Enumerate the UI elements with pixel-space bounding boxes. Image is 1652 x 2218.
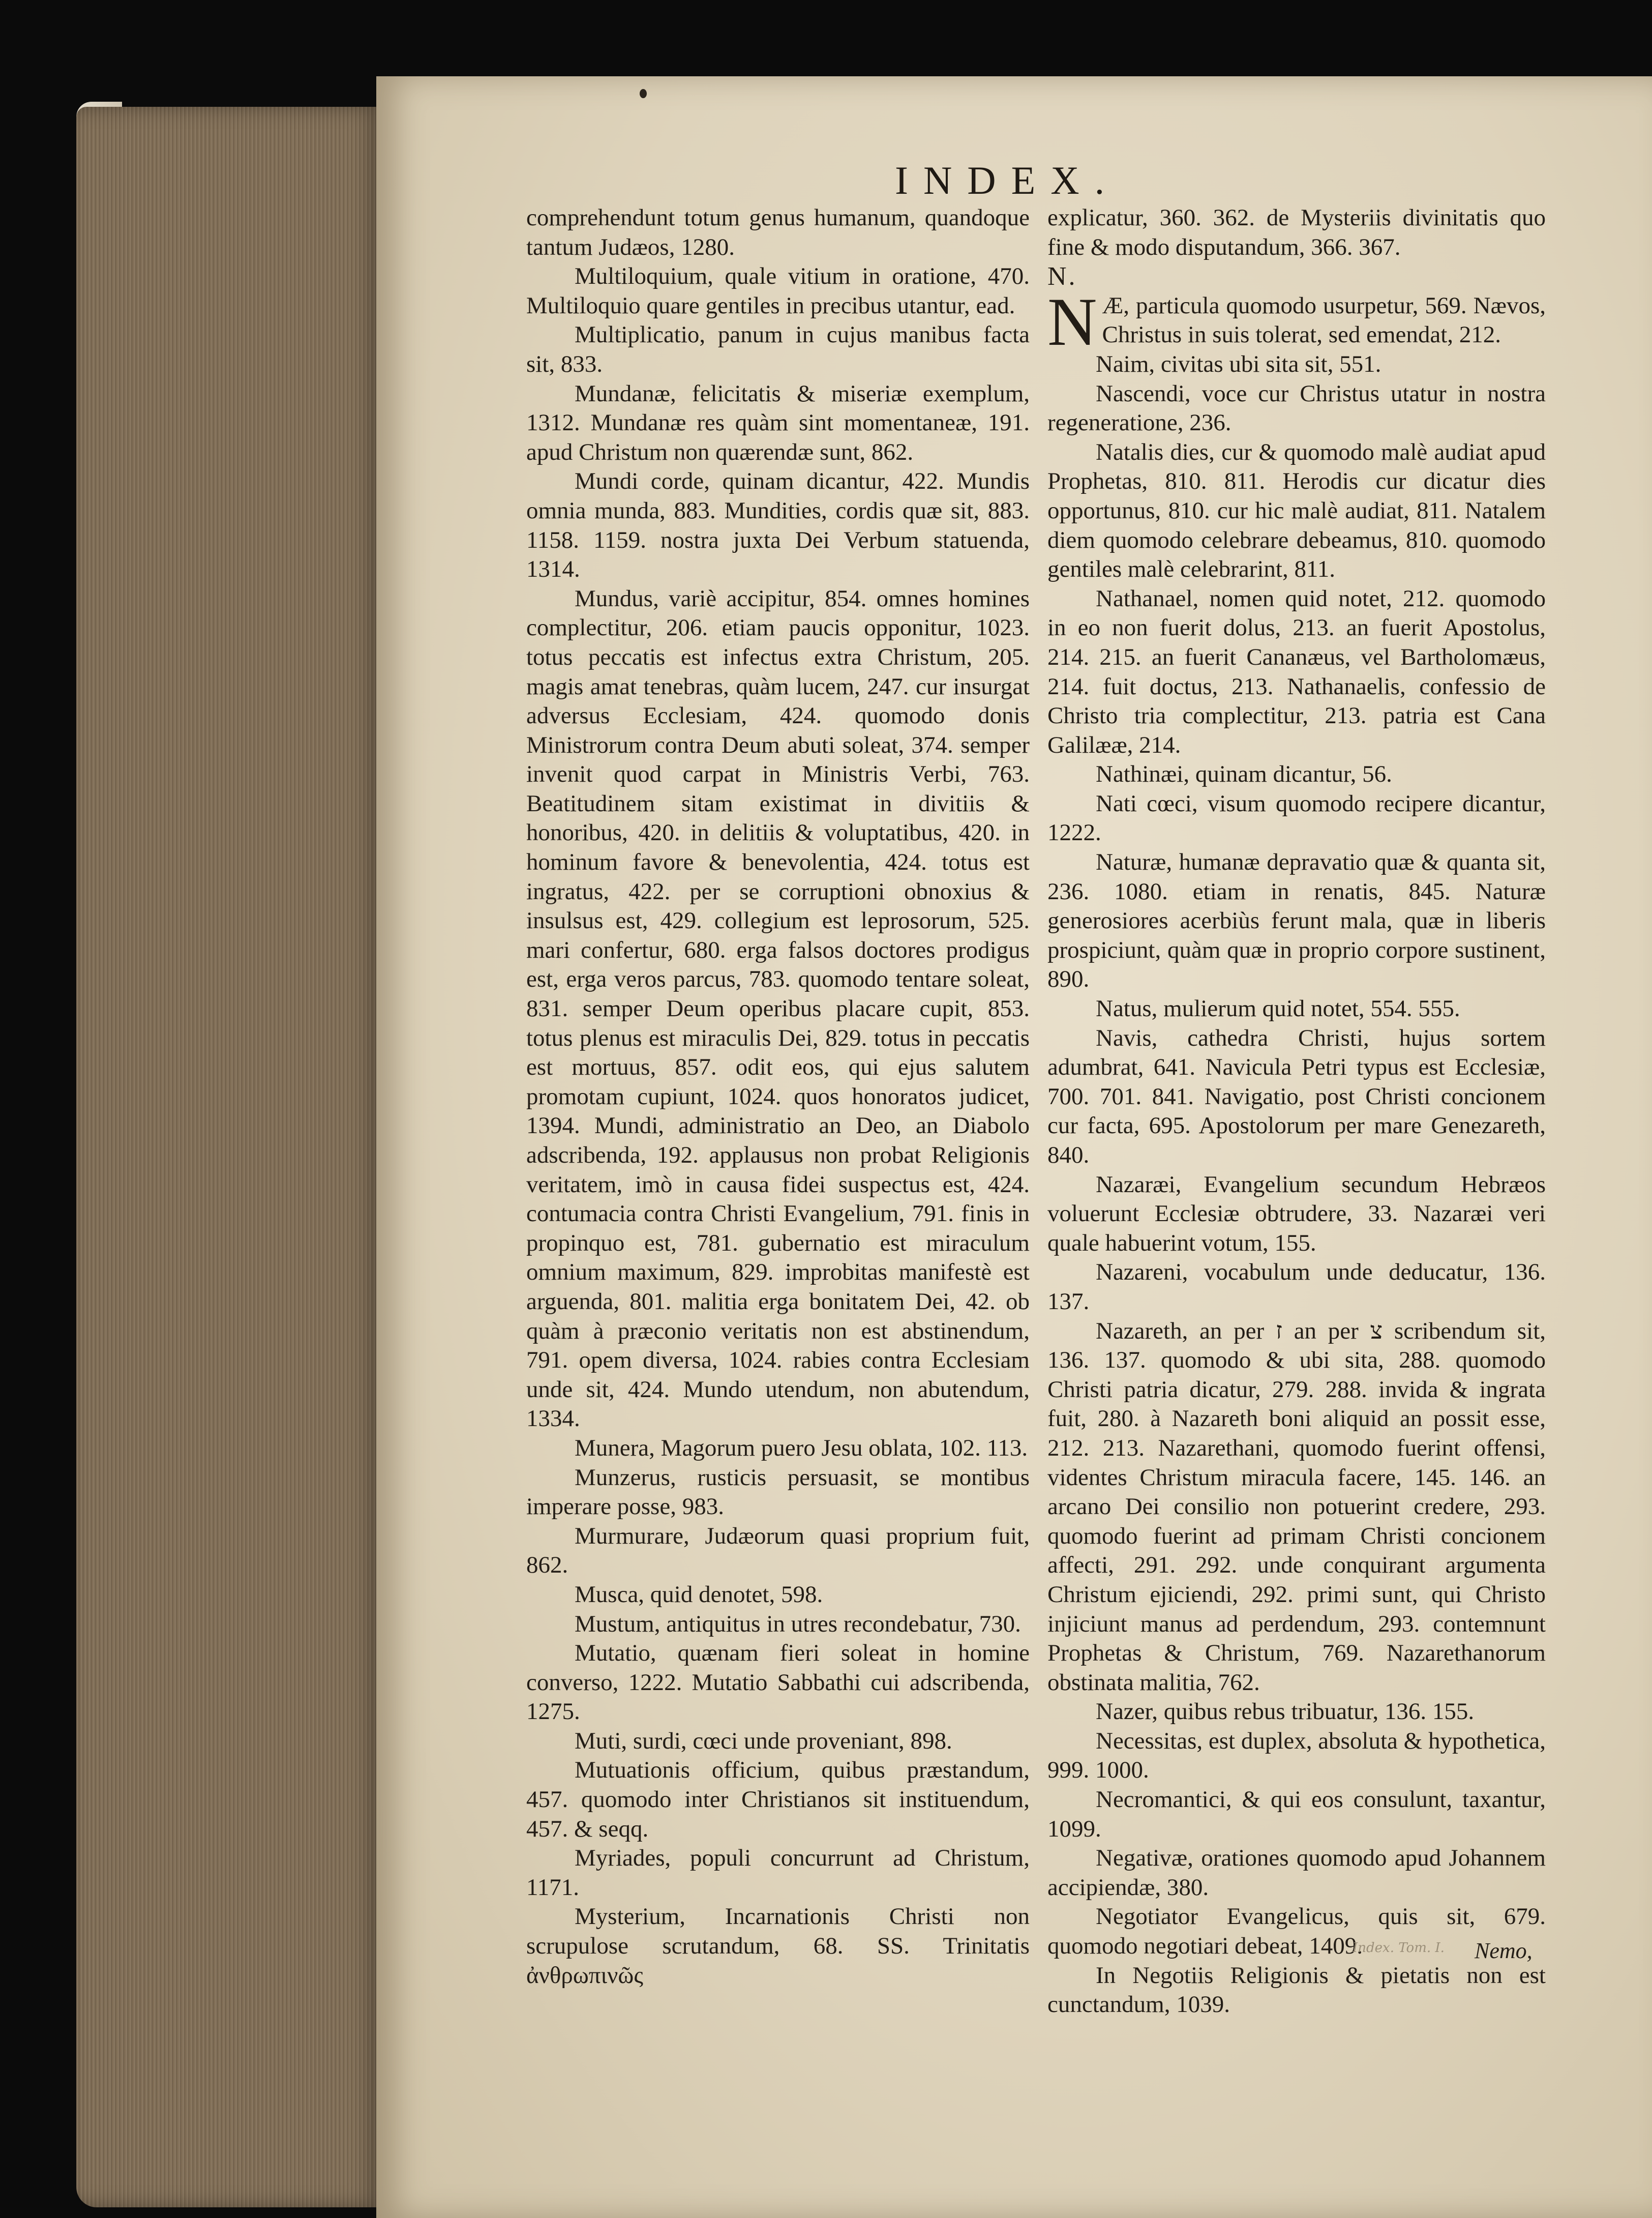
index-entry: Mundus, variè accipitur, 854. omnes homines complectitur, 206. etiam paucis opponitur, 1023. totus peccatis est infectus extra Christum, 205. magis amat tenebras, quàm lucem, 247. cur insurgat adversus Ecclesiam, 424. quomodo donis Ministrorum contra Deum abuti soleat, 374. semper invenit quod carpat in Ministris Verbi, 763. Beatitudinem sitam existimat in divitiis & honoribus, 420. in delitiis & voluptatibus, 420. in hominum favore & benevolentia, 424. totus est ingratus, 422. per se corruptioni obnoxius & insulsus est, 429. collegium est leprosorum, 525. mari confertur, 680. erga falsos doctores prodigus est, erga veros parcus, 783. quomodo tentare soleat, 831. semper Deum operibus placare cupit, 853. totus plenus est miraculis Dei, 829. totus in peccatis est mortuus, 857. odit eos, qui ejus salutem promotam cupiunt, 1024. quos honoratos judicet, 1394. Mundi, administratio an Deo, an Diabolo adscribenda, 192. applausus non probat Religionis veritatem, imò in causa fidei suspectus est, 424. contumacia contra Christi Evangelium, 791. finis in propinquo est, 781. gubernatio est miraculum omnium maximum, 829. improbitas manifestè est arguenda, 801. malitia erga bonitatem Dei, 42. ob quàm à præconio veritatis non est abstinendum, 791. opem diversa, 1024. rabies contra Ecclesiam unde sit, 424. Mundo utendum, non abutendum, 1334. <box>526 585 1030 1432</box>
index-entry: Nascendi, voce cur Christus utatur in nostra regeneratione, 236. <box>1047 380 1546 436</box>
index-entry: comprehendunt totum genus humanum, quandoque tantum Judæos, 1280. <box>526 204 1030 260</box>
index-entry: Natus, mulierum quid notet, 554. 555. <box>1096 995 1460 1022</box>
index-entry: Munera, Magorum puero Jesu oblata, 102. 113. <box>575 1434 1028 1461</box>
index-entry: Naim, civitas ubi sita sit, 551. <box>1096 350 1381 377</box>
running-title: INDEX. <box>895 158 1120 202</box>
index-entry: Negotiator Evangelicus, quis sit, 679. quomodo negotiari debeat, 1409. <box>1047 1903 1546 1960</box>
index-entry: Nazer, quibus rebus tribuatur, 136. 155. <box>1096 1698 1475 1725</box>
index-entry: Navis, cathedra Christi, hujus sortem adumbrat, 641. Navicula Petri typus est Ecclesiæ, 700. 701. 841. Navigatio, post Christi concionem cur facta, 695. Apostolorum per mare Genezareth, 840. <box>1047 1024 1546 1168</box>
index-entry: Multiloquium, quale vitium in oratione, 470. Multiloquio quare gentiles in precibus utantur, ead. <box>526 263 1030 319</box>
index-entry: Necromantici, & qui eos consulunt, taxantur, 1099. <box>1047 1786 1546 1842</box>
index-entry: explicatur, 360. 362. de Mysteriis divinitatis quo fine & modo disputandum, 366. 367. <box>1047 204 1546 260</box>
dropcap-letter: N <box>1047 284 1097 360</box>
index-entry: Mundanæ, felicitatis & miseriæ exemplum, 1312. Mundanæ res quàm sint momentaneæ, 191. apud Christum non quærendæ sunt, 862. <box>526 380 1030 465</box>
index-entry: In Negotiis Religionis & pietatis non est cunctandum, 1039. <box>1047 1962 1546 2018</box>
right-column <box>1047 203 1546 2020</box>
index-entry: Nazareni, vocabulum unde deducatur, 136. 137. <box>1047 1259 1546 1315</box>
left-column <box>526 203 1030 1990</box>
dropcap-entry-text: Æ, particula quomodo usurpetur, 569. Nævos, Christus in suis tolerat, sed emendat, 212. <box>1102 292 1546 348</box>
index-entry: Myriades, populi concurrunt ad Christum, 1171. <box>526 1845 1030 1901</box>
section-letter: N. <box>1047 262 1077 291</box>
index-entry: Nati cœci, visum quomodo recipere dicantur, 1222. <box>1047 790 1546 846</box>
index-entry: Munzerus, rusticis persuasit, se montibus imperare posse, 983. <box>526 1464 1030 1520</box>
index-entry: Nathanael, nomen quid notet, 212. quomodo in eo non fuerit dolus, 213. an fuerit Apostolus, 214. 215. an fuerit Cananæus, vel Bartholomæus, 214. fuit doctus, 213. Nathanaelis, confessio de Christo tria complectitur, 213. patria est Cana Galilææ, 214. <box>1047 585 1546 758</box>
index-entry: Nathinæi, quinam dicantur, 56. <box>1096 761 1392 788</box>
ink-spot <box>640 89 647 98</box>
index-entry: Mundi corde, quinam dicantur, 422. Mundis omnia munda, 883. Mundities, cordis quæ sit, 883. 1158. 1159. nostra juxta Dei Verbum statuenda, 1314. <box>526 468 1030 583</box>
index-entry: Natalis dies, cur & quomodo malè audiat apud Prophetas, 810. 811. Herodis cur dicatur dies opportunus, 810. cur hic malè audiat, 811. Natalem diem quomodo celebrare debeamus, 810. quomodo gentiles malè celebrarint, 811. <box>1047 438 1546 583</box>
index-entry: Naturæ, humanæ depravatio quæ & quanta sit, 236. 1080. etiam in renatis, 845. Naturæ generosiores acerbiùs ferunt mala, quæ in liberis prospiciunt, quàm quæ in proprio corpore sustinent, 890. <box>1047 849 1546 993</box>
index-entry: Mustum, antiquitus in utres recondebatur, 730. <box>575 1610 1021 1637</box>
index-entry: Necessitas, est duplex, absoluta & hypothetica, 999. 1000. <box>1047 1727 1546 1784</box>
page-edges <box>76 107 381 2207</box>
index-entry: Nazareth, an per ז an per צ scribendum sit, 136. 137. quomodo & ubi sita, 288. quomodo Christi patria dicatur, 279. 288. invida & ingrata fuit, 280. à Nazareth boni aliquid an possit esse, 212. 213. Nazarethani, quomodo fuerint offensi, videntes Christum miracula facere, 145. 146. an arcano Dei consilio non potuerint credere, 293. quomodo fuerint ad primam Christi concionem affecti, 291. 292. unde conquirant argumenta Christum ejiciendi, 292. primi sunt, qui Christo injiciunt manus ad perdendum, 293. contemnunt Prophetas & Christum, 769. Nazarethanorum obstinata malitia, 762. <box>1047 1317 1546 1696</box>
index-entry: Musca, quid denotet, 598. <box>575 1581 823 1608</box>
index-entry: Negativæ, orationes quomodo apud Johannem accipiendæ, 380. <box>1047 1845 1546 1901</box>
index-entry: Muti, surdi, cœci unde proveniant, 898. <box>575 1727 952 1754</box>
index-entry: Multiplicatio, panum in cujus manibus facta sit, 833. <box>526 321 1030 377</box>
dropcap-entry <box>1047 284 1546 360</box>
catchword: Nemo, <box>1475 1938 1533 1963</box>
index-entry: Nazaræi, Evangelium secundum Hebræos voluerunt Ecclesiæ obtrudere, 33. Nazaræi veri quale habuerint votum, 155. <box>1047 1171 1546 1256</box>
index-entry: Mutuationis officium, quibus præstandum, 457. quomodo inter Christianos sit instituendum, 457. & seqq. <box>526 1757 1030 1842</box>
index-entry: Mutatio, quænam fieri soleat in homine converso, 1222. Mutatio Sabbathi cui adscribenda, 1275. <box>526 1640 1030 1725</box>
signature-mark: Index. Tom. I. <box>1353 1940 1445 1956</box>
index-entry: Mysterium, Incarnationis Christi non scrupulose scrutandum, 68. SS. Trinitatis ἀνθρωπινῶς <box>526 1903 1030 1989</box>
index-entry: Murmurare, Judæorum quasi proprium fuit, 862. <box>526 1522 1030 1579</box>
